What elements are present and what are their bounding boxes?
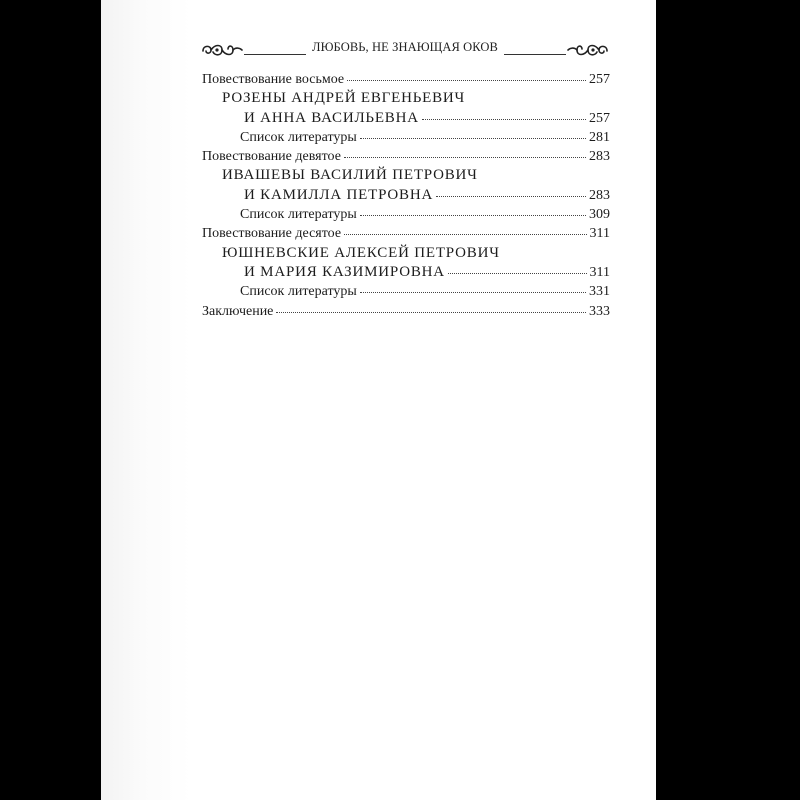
running-header [200, 38, 610, 64]
dot-leader [344, 234, 586, 235]
dot-leader [347, 80, 586, 81]
toc-entry-title: ЮШНЕВСКИЕ АЛЕКСЕЙ ПЕТРОВИЧ [222, 244, 500, 261]
toc-page-number: 281 [589, 129, 610, 145]
dot-leader [436, 196, 586, 197]
toc-entry-title: Заключение [202, 303, 274, 319]
toc-entry-title: РОЗЕНЫ АНДРЕЙ ЕВГЕНЬЕВИЧ [222, 90, 466, 107]
dot-leader [276, 312, 586, 313]
dot-leader [448, 273, 587, 274]
toc-entry-section [202, 302, 610, 321]
dot-leader [422, 119, 586, 120]
toc-page-number: 309 [589, 207, 610, 223]
black-frame-right [656, 0, 800, 800]
toc-entry-heading-continued [202, 186, 610, 205]
toc-entry-title: Список литературы [240, 207, 357, 223]
toc-entry-title: И МАРИЯ КАЗИМИРОВНА [244, 263, 445, 280]
toc-entry-title: И АННА ВАСИЛЬЕВНА [244, 109, 419, 126]
toc-page-number: 283 [589, 187, 610, 203]
flourish-ornament-icon [566, 40, 610, 60]
page-gutter-shadow [101, 0, 191, 800]
toc-entry-heading [202, 89, 610, 108]
toc-page-number: 257 [589, 110, 610, 126]
toc-page-number: 331 [589, 284, 610, 300]
toc-entry-section [202, 224, 610, 243]
header-rule-left [244, 54, 306, 55]
toc-page-number: 311 [589, 226, 610, 242]
toc-entry-heading-continued [202, 263, 610, 282]
toc-entry-title: Повествование девятое [202, 149, 341, 165]
toc-entry-heading [202, 166, 610, 185]
header-rule-right [504, 54, 566, 55]
toc-entry-subsection [202, 282, 610, 301]
toc-entry-title: Список литературы [240, 129, 357, 145]
toc-entry-title: Повествование десятое [202, 226, 342, 242]
toc-entry-subsection [202, 128, 610, 147]
table-of-contents [202, 70, 610, 321]
toc-entry-title: И КАМИЛЛА ПЕТРОВНА [244, 186, 434, 203]
dot-leader [360, 215, 586, 216]
toc-entry-title: Список литературы [240, 284, 357, 300]
dot-leader [344, 157, 586, 158]
flourish-ornament-icon [200, 40, 244, 60]
toc-entry-title: Повествование восьмое [202, 72, 345, 87]
dot-leader [360, 292, 586, 293]
toc-entry-section [202, 70, 610, 89]
toc-entry-subsection [202, 205, 610, 224]
black-frame-left [0, 0, 101, 800]
toc-entry-heading-continued [202, 109, 610, 128]
toc-page-number: 311 [589, 264, 610, 280]
toc-entry-title: ИВАШЕВЫ ВАСИЛИЙ ПЕТРОВИЧ [222, 167, 478, 184]
toc-page-number: 257 [589, 72, 610, 87]
toc-page-number: 283 [589, 149, 610, 165]
toc-entry-heading [202, 244, 610, 263]
dot-leader [360, 138, 586, 139]
toc-entry-section [202, 147, 610, 166]
running-header-title: ЛЮБОВЬ, НЕ ЗНАЮЩАЯ ОКОВ [312, 40, 498, 54]
toc-page-number: 333 [589, 303, 610, 319]
